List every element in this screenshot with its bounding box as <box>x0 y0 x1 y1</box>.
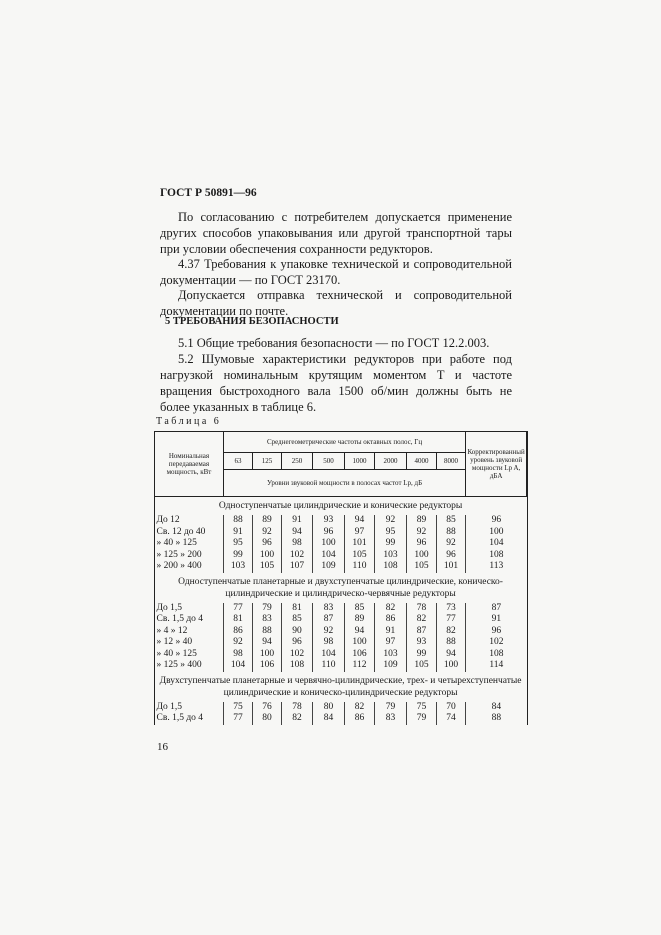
level-cell: 87 <box>313 614 345 626</box>
col-freq-group-header: Среднегеометрические частоты октавных полос, Гц <box>224 432 466 453</box>
level-cell: 81 <box>224 614 253 626</box>
document-header: ГОСТ Р 50891—96 <box>160 187 257 199</box>
level-cell: 78 <box>407 603 437 615</box>
level-cell: 77 <box>224 713 253 725</box>
power-range-cell: До 1,5 <box>156 602 182 613</box>
level-cell: 96 <box>282 637 313 649</box>
level-cell: 75 <box>224 702 253 714</box>
paragraph-5-1: 5.1 Общие требования безопасности — по ГОСТ 12.2.003. <box>178 336 490 350</box>
level-cell: 92 <box>224 637 253 649</box>
level-cell: 82 <box>407 614 437 626</box>
table-row <box>155 550 527 562</box>
freq-header: 4000 <box>407 453 437 470</box>
table-caption: Таблица 6 <box>156 416 222 427</box>
table-body <box>155 497 527 725</box>
level-cell: 76 <box>253 702 282 714</box>
level-cell: 82 <box>345 702 375 714</box>
level-cell: 75 <box>407 702 437 714</box>
level-cell: 91 <box>224 527 253 539</box>
power-range-cell: » 200 » 400 <box>156 561 202 571</box>
level-cell: 106 <box>345 649 375 661</box>
level-cell: 105 <box>407 561 437 573</box>
level-cell: 99 <box>375 538 407 550</box>
table-row <box>155 637 527 649</box>
level-cell: 93 <box>313 515 345 527</box>
level-cell: 96 <box>407 538 437 550</box>
paragraph-packaging: По согласованию с потребителем допускается применение других способов упаковывания или другой транспортной тары при условии обеспечения сохранности редукторов. <box>160 210 512 256</box>
level-cell: 105 <box>407 660 437 672</box>
table-row <box>155 614 527 626</box>
level-cell: 112 <box>345 660 375 672</box>
level-cell: 99 <box>224 550 253 562</box>
level-cell: 73 <box>437 603 466 615</box>
level-cell: 91 <box>375 626 407 638</box>
group-row <box>155 672 527 702</box>
level-cell: 81 <box>282 603 313 615</box>
level-cell: 80 <box>313 702 345 714</box>
level-cell: 105 <box>253 561 282 573</box>
paragraph-mail: Допускается отправка технической и сопроводительной документации по почте. <box>160 288 512 318</box>
level-cell: 70 <box>437 702 466 714</box>
level-cell: 92 <box>437 538 466 550</box>
level-cell: 87 <box>407 626 437 638</box>
level-cell: 109 <box>375 660 407 672</box>
table-row <box>155 538 527 550</box>
level-cell: 104 <box>224 660 253 672</box>
power-range-cell: Св. 12 до 40 <box>156 526 206 537</box>
level-cell: 92 <box>253 527 282 539</box>
level-cell: 80 <box>253 713 282 725</box>
level-cell: 79 <box>253 603 282 615</box>
level-cell: 96 <box>253 538 282 550</box>
level-cell: 96 <box>313 527 345 539</box>
level-cell: 88 <box>253 626 282 638</box>
freq-header: 2000 <box>375 453 407 470</box>
table-row <box>155 515 527 527</box>
level-cell: 94 <box>345 626 375 638</box>
power-range-cell: » 125 » 200 <box>156 549 202 560</box>
level-cell: 102 <box>282 550 313 562</box>
table-header <box>155 432 527 497</box>
level-cell: 91 <box>282 515 313 527</box>
level-cell: 101 <box>345 538 375 550</box>
level-cell: 83 <box>313 603 345 615</box>
noise-table <box>154 431 527 725</box>
level-cell: 100 <box>437 660 466 672</box>
power-range-cell: До 1,5 <box>156 701 182 712</box>
level-cell: 90 <box>282 626 313 638</box>
level-cell: 89 <box>345 614 375 626</box>
corrected-level-cell: 108 <box>466 649 527 661</box>
level-cell: 77 <box>224 603 253 615</box>
table-row <box>155 626 527 638</box>
level-cell: 98 <box>313 637 345 649</box>
level-cell: 89 <box>407 515 437 527</box>
level-cell: 97 <box>375 637 407 649</box>
table-row <box>155 649 527 661</box>
table-row <box>155 561 527 573</box>
level-cell: 100 <box>407 550 437 562</box>
freq-header: 63 <box>224 453 253 470</box>
freq-header: 1000 <box>345 453 375 470</box>
level-cell: 83 <box>375 713 407 725</box>
level-cell: 109 <box>313 561 345 573</box>
corrected-level-cell: 91 <box>466 614 527 626</box>
power-range-cell: » 12 » 40 <box>156 637 193 647</box>
power-range-cell: До 12 <box>156 515 180 525</box>
paragraph-5-2: 5.2 Шумовые характеристики редукторов при работе под нагрузкой номинальным крутящим моментом T и частоте вращения быстроходного вала 1500 об/мин должны быть не более указанных в таблице 6. <box>160 352 512 414</box>
level-cell: 86 <box>345 713 375 725</box>
level-cell: 94 <box>253 637 282 649</box>
level-cell: 78 <box>282 702 313 714</box>
corrected-level-cell: 114 <box>466 660 527 672</box>
col-levels-header: Уровни звуковой мощности в полосах частот Lp, дБ <box>224 470 466 497</box>
level-cell: 104 <box>313 550 345 562</box>
power-range-cell: » 40 » 125 <box>156 538 197 548</box>
page-number: 16 <box>157 741 168 753</box>
level-cell: 103 <box>375 550 407 562</box>
col-corrected-header: Корректированный уровень звуковой мощности Lp A, дБА <box>466 432 527 497</box>
level-cell: 94 <box>437 649 466 661</box>
level-cell: 94 <box>282 527 313 539</box>
section-title: 5 ТРЕБОВАНИЯ БЕЗОПАСНОСТИ <box>165 316 339 327</box>
level-cell: 106 <box>253 660 282 672</box>
level-cell: 86 <box>224 626 253 638</box>
level-cell: 93 <box>407 637 437 649</box>
level-cell: 85 <box>437 515 466 527</box>
level-cell: 110 <box>313 660 345 672</box>
level-cell: 94 <box>345 515 375 527</box>
power-range-cell: Св. 1,5 до 4 <box>156 614 204 624</box>
table-row <box>155 603 527 615</box>
level-cell: 74 <box>437 713 466 725</box>
level-cell: 82 <box>282 713 313 725</box>
level-cell: 103 <box>224 561 253 573</box>
level-cell: 79 <box>407 713 437 725</box>
level-cell: 104 <box>313 649 345 661</box>
paragraph-4-37: 4.37 Требования к упаковке технической и сопроводительной документации — по ГОСТ 23170. <box>160 257 512 287</box>
level-cell: 85 <box>282 614 313 626</box>
level-cell: 83 <box>253 614 282 626</box>
level-cell: 88 <box>437 637 466 649</box>
level-cell: 99 <box>407 649 437 661</box>
corrected-level-cell: 104 <box>466 538 527 550</box>
group-row <box>155 497 527 516</box>
freq-header: 8000 <box>437 453 466 470</box>
table-row <box>155 702 527 714</box>
table-row <box>155 527 527 539</box>
corrected-level-cell: 102 <box>466 637 527 649</box>
level-cell: 100 <box>253 649 282 661</box>
freq-header: 250 <box>282 453 313 470</box>
level-cell: 88 <box>437 527 466 539</box>
level-cell: 108 <box>375 561 407 573</box>
level-cell: 98 <box>224 649 253 661</box>
level-cell: 92 <box>375 515 407 527</box>
group-title: Одноступенчатые цилиндрические и конические редукторы <box>218 501 463 511</box>
level-cell: 84 <box>313 713 345 725</box>
level-cell: 92 <box>313 626 345 638</box>
power-range-cell: » 40 » 125 <box>156 648 197 659</box>
corrected-level-cell: 88 <box>466 713 527 725</box>
corrected-level-cell: 108 <box>466 550 527 562</box>
table-row <box>155 660 527 672</box>
power-range-cell: Св. 1,5 до 4 <box>156 713 204 723</box>
level-cell: 77 <box>437 614 466 626</box>
level-cell: 110 <box>345 561 375 573</box>
power-range-cell: » 125 » 400 <box>156 660 202 670</box>
level-cell: 95 <box>224 538 253 550</box>
level-cell: 102 <box>282 649 313 661</box>
corrected-level-cell: 87 <box>466 603 527 615</box>
level-cell: 95 <box>375 527 407 539</box>
level-cell: 101 <box>437 561 466 573</box>
level-cell: 82 <box>375 603 407 615</box>
level-cell: 103 <box>375 649 407 661</box>
corrected-level-cell: 96 <box>466 626 527 638</box>
corrected-level-cell: 96 <box>466 515 527 527</box>
level-cell: 89 <box>253 515 282 527</box>
level-cell: 79 <box>375 702 407 714</box>
freq-header: 125 <box>253 453 282 470</box>
corrected-level-cell: 84 <box>466 702 527 714</box>
level-cell: 82 <box>437 626 466 638</box>
level-cell: 105 <box>345 550 375 562</box>
corrected-level-cell: 100 <box>466 527 527 539</box>
level-cell: 100 <box>253 550 282 562</box>
power-range-cell: » 4 » 12 <box>156 625 188 636</box>
freq-header: 500 <box>313 453 345 470</box>
col-power-header: Номинальная передаваемая мощность, кВт <box>155 432 224 497</box>
level-cell: 107 <box>282 561 313 573</box>
table-row <box>155 713 527 725</box>
group-title: Двухступенчатые планетарные и червячно-цилиндрические, трех- и четырехступенчатые цилиндрические и коническо-цилиндрические редукторы <box>159 675 522 698</box>
group-row <box>155 573 527 603</box>
level-cell: 100 <box>345 637 375 649</box>
group-title: Одноступенчатые планетарные и двухступенчатые цилиндрические, коническо-цилиндрические и цилиндрическо-червячные редукторы <box>178 576 503 599</box>
level-cell: 108 <box>282 660 313 672</box>
level-cell: 85 <box>345 603 375 615</box>
level-cell: 98 <box>282 538 313 550</box>
level-cell: 88 <box>224 515 253 527</box>
level-cell: 92 <box>407 527 437 539</box>
level-cell: 100 <box>313 538 345 550</box>
level-cell: 97 <box>345 527 375 539</box>
corrected-level-cell: 113 <box>466 561 527 573</box>
header-row-1 <box>155 432 527 453</box>
level-cell: 96 <box>437 550 466 562</box>
level-cell: 86 <box>375 614 407 626</box>
